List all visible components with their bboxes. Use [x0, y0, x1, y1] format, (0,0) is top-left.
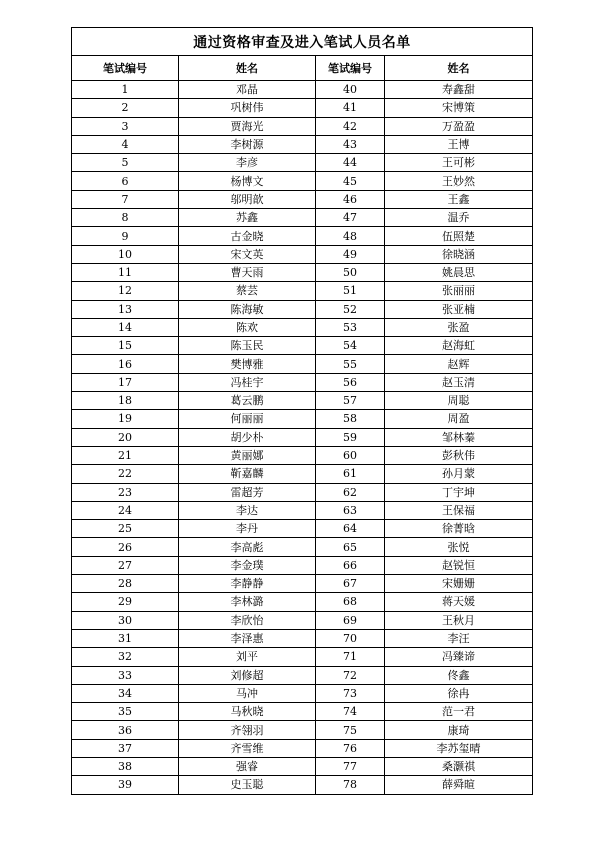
- table-row: [72, 465, 533, 483]
- cell-name-left: 李树源: [179, 135, 316, 153]
- cell-id-left: 29: [72, 593, 179, 611]
- cell-id-left: 11: [72, 263, 179, 281]
- cell-id-left: 6: [72, 172, 179, 190]
- table-row: [72, 428, 533, 446]
- cell-name-left: 杨博文: [179, 172, 316, 190]
- cell-name-right: 蒋天媛: [385, 593, 533, 611]
- table-row: [72, 373, 533, 391]
- cell-id-right: 41: [316, 99, 385, 117]
- cell-name-right: 王秋月: [385, 611, 533, 629]
- cell-id-left: 24: [72, 501, 179, 519]
- cell-name-right: 张亚楠: [385, 300, 533, 318]
- cell-id-right: 65: [316, 538, 385, 556]
- cell-id-right: 57: [316, 392, 385, 410]
- cell-id-right: 69: [316, 611, 385, 629]
- cell-id-left: 3: [72, 117, 179, 135]
- cell-name-left: 曹天雨: [179, 263, 316, 281]
- cell-id-left: 1: [72, 81, 179, 99]
- cell-id-right: 51: [316, 282, 385, 300]
- table-row: [72, 757, 533, 775]
- cell-name-right: 温乔: [385, 209, 533, 227]
- cell-name-right: 李汪: [385, 629, 533, 647]
- roster-table: [71, 27, 533, 795]
- cell-name-right: 宋姗姗: [385, 575, 533, 593]
- cell-name-right: 康琦: [385, 721, 533, 739]
- cell-id-left: 31: [72, 629, 179, 647]
- cell-id-left: 15: [72, 337, 179, 355]
- table-row: [72, 446, 533, 464]
- cell-name-right: 宋博策: [385, 99, 533, 117]
- cell-id-right: 48: [316, 227, 385, 245]
- cell-id-right: 76: [316, 739, 385, 757]
- table-row: [72, 703, 533, 721]
- cell-id-left: 13: [72, 300, 179, 318]
- cell-id-right: 55: [316, 355, 385, 373]
- cell-id-left: 33: [72, 666, 179, 684]
- cell-id-right: 62: [316, 483, 385, 501]
- cell-id-left: 20: [72, 428, 179, 446]
- table-row: [72, 318, 533, 336]
- table-row: [72, 648, 533, 666]
- table-row: [72, 263, 533, 281]
- cell-id-left: 19: [72, 410, 179, 428]
- table-row: [72, 739, 533, 757]
- cell-id-right: 72: [316, 666, 385, 684]
- cell-id-left: 7: [72, 190, 179, 208]
- cell-id-left: 12: [72, 282, 179, 300]
- cell-name-right: 薛舜暄: [385, 776, 533, 794]
- table-row: [72, 593, 533, 611]
- cell-id-right: 54: [316, 337, 385, 355]
- cell-id-right: 44: [316, 154, 385, 172]
- cell-name-right: 张丽丽: [385, 282, 533, 300]
- cell-name-left: 何丽丽: [179, 410, 316, 428]
- cell-id-right: 42: [316, 117, 385, 135]
- cell-id-left: 35: [72, 703, 179, 721]
- cell-id-right: 75: [316, 721, 385, 739]
- table-row: [72, 355, 533, 373]
- cell-id-left: 28: [72, 575, 179, 593]
- table-row: [72, 81, 533, 99]
- cell-name-left: 贾海光: [179, 117, 316, 135]
- cell-name-right: 孙月蒙: [385, 465, 533, 483]
- table-row: [72, 721, 533, 739]
- cell-name-right: 徐冉: [385, 684, 533, 702]
- cell-name-left: 陈海敏: [179, 300, 316, 318]
- table-row: [72, 209, 533, 227]
- cell-name-right: 赵辉: [385, 355, 533, 373]
- cell-name-right: 张悦: [385, 538, 533, 556]
- cell-name-left: 宋文英: [179, 245, 316, 263]
- cell-id-left: 38: [72, 757, 179, 775]
- cell-name-right: 范一君: [385, 703, 533, 721]
- cell-name-left: 刘平: [179, 648, 316, 666]
- table-row: [72, 99, 533, 117]
- cell-name-right: 李苏玺晴: [385, 739, 533, 757]
- table-row: [72, 501, 533, 519]
- cell-id-left: 30: [72, 611, 179, 629]
- cell-name-right: 邹林蓁: [385, 428, 533, 446]
- cell-id-left: 16: [72, 355, 179, 373]
- cell-id-right: 67: [316, 575, 385, 593]
- cell-name-left: 黄丽娜: [179, 446, 316, 464]
- cell-id-left: 17: [72, 373, 179, 391]
- header-id-left: 笔试编号: [72, 56, 179, 81]
- cell-id-right: 78: [316, 776, 385, 794]
- table-row: [72, 776, 533, 794]
- cell-id-right: 70: [316, 629, 385, 647]
- cell-name-left: 强睿: [179, 757, 316, 775]
- cell-name-left: 樊博雅: [179, 355, 316, 373]
- cell-id-left: 10: [72, 245, 179, 263]
- cell-id-left: 4: [72, 135, 179, 153]
- header-name-left: 姓名: [179, 56, 316, 81]
- cell-name-right: 赵锐恒: [385, 556, 533, 574]
- cell-id-right: 50: [316, 263, 385, 281]
- cell-name-right: 徐晓涵: [385, 245, 533, 263]
- cell-name-left: 陈玉民: [179, 337, 316, 355]
- cell-id-left: 18: [72, 392, 179, 410]
- cell-name-left: 邬明歆: [179, 190, 316, 208]
- cell-id-right: 68: [316, 593, 385, 611]
- cell-id-left: 9: [72, 227, 179, 245]
- cell-id-right: 64: [316, 520, 385, 538]
- table-row: [72, 684, 533, 702]
- cell-name-left: 李欣怡: [179, 611, 316, 629]
- cell-name-left: 蔡芸: [179, 282, 316, 300]
- header-id-right: 笔试编号: [316, 56, 385, 81]
- cell-name-left: 李彦: [179, 154, 316, 172]
- cell-id-right: 47: [316, 209, 385, 227]
- cell-name-left: 胡少朴: [179, 428, 316, 446]
- cell-id-right: 46: [316, 190, 385, 208]
- cell-id-right: 61: [316, 465, 385, 483]
- table-row: [72, 666, 533, 684]
- table-row: [72, 337, 533, 355]
- cell-id-left: 23: [72, 483, 179, 501]
- table-row: [72, 575, 533, 593]
- table-row: [72, 117, 533, 135]
- table-row: [72, 556, 533, 574]
- cell-name-right: 王可彬: [385, 154, 533, 172]
- cell-id-right: 74: [316, 703, 385, 721]
- cell-id-right: 60: [316, 446, 385, 464]
- cell-name-right: 丁宇坤: [385, 483, 533, 501]
- cell-id-right: 40: [316, 81, 385, 99]
- cell-id-left: 25: [72, 520, 179, 538]
- cell-name-right: 桑灏祺: [385, 757, 533, 775]
- cell-name-left: 巩树伟: [179, 99, 316, 117]
- cell-name-right: 赵玉清: [385, 373, 533, 391]
- cell-id-left: 39: [72, 776, 179, 794]
- cell-id-right: 56: [316, 373, 385, 391]
- cell-name-left: 李高彪: [179, 538, 316, 556]
- table-row: [72, 135, 533, 153]
- cell-id-right: 58: [316, 410, 385, 428]
- cell-name-right: 佟鑫: [385, 666, 533, 684]
- table-row: [72, 190, 533, 208]
- cell-id-left: 14: [72, 318, 179, 336]
- cell-name-left: 雷超芳: [179, 483, 316, 501]
- cell-name-right: 王鑫: [385, 190, 533, 208]
- cell-name-right: 徐菁晗: [385, 520, 533, 538]
- cell-id-right: 66: [316, 556, 385, 574]
- cell-name-left: 李林潞: [179, 593, 316, 611]
- cell-name-left: 冯桂宇: [179, 373, 316, 391]
- title-row: [72, 28, 533, 56]
- cell-name-right: 张盈: [385, 318, 533, 336]
- cell-name-left: 李达: [179, 501, 316, 519]
- cell-id-left: 2: [72, 99, 179, 117]
- cell-id-right: 63: [316, 501, 385, 519]
- header-name-right: 姓名: [385, 56, 533, 81]
- cell-name-left: 葛云鹏: [179, 392, 316, 410]
- table-row: [72, 245, 533, 263]
- cell-name-right: 万盈盈: [385, 117, 533, 135]
- cell-name-right: 王博: [385, 135, 533, 153]
- cell-id-right: 43: [316, 135, 385, 153]
- cell-id-right: 49: [316, 245, 385, 263]
- cell-id-right: 45: [316, 172, 385, 190]
- table-row: [72, 410, 533, 428]
- cell-name-right: 赵海虹: [385, 337, 533, 355]
- cell-id-right: 59: [316, 428, 385, 446]
- cell-name-left: 刘修超: [179, 666, 316, 684]
- cell-name-right: 周聪: [385, 392, 533, 410]
- cell-id-left: 5: [72, 154, 179, 172]
- table-row: [72, 282, 533, 300]
- table-row: [72, 629, 533, 647]
- roster-sheet: [71, 27, 532, 795]
- cell-id-left: 22: [72, 465, 179, 483]
- cell-name-right: 王保福: [385, 501, 533, 519]
- cell-name-left: 史玉聪: [179, 776, 316, 794]
- cell-name-right: 彭秋伟: [385, 446, 533, 464]
- cell-id-left: 8: [72, 209, 179, 227]
- cell-id-right: 52: [316, 300, 385, 318]
- table-row: [72, 392, 533, 410]
- cell-id-left: 27: [72, 556, 179, 574]
- cell-id-left: 32: [72, 648, 179, 666]
- cell-id-left: 36: [72, 721, 179, 739]
- cell-name-left: 齐翎羽: [179, 721, 316, 739]
- cell-name-left: 李金璞: [179, 556, 316, 574]
- cell-id-left: 21: [72, 446, 179, 464]
- header-row: [72, 56, 533, 81]
- cell-name-left: 古金晓: [179, 227, 316, 245]
- cell-name-left: 李丹: [179, 520, 316, 538]
- cell-name-left: 苏鑫: [179, 209, 316, 227]
- cell-name-left: 靳嘉麟: [179, 465, 316, 483]
- cell-name-left: 李静静: [179, 575, 316, 593]
- cell-name-left: 陈欢: [179, 318, 316, 336]
- cell-name-right: 伍照楚: [385, 227, 533, 245]
- cell-name-right: 王妙然: [385, 172, 533, 190]
- cell-id-left: 26: [72, 538, 179, 556]
- roster-body: [72, 81, 533, 795]
- cell-id-right: 53: [316, 318, 385, 336]
- cell-id-left: 34: [72, 684, 179, 702]
- table-row: [72, 172, 533, 190]
- table-row: [72, 483, 533, 501]
- cell-name-right: 冯臻谛: [385, 648, 533, 666]
- cell-name-left: 李泽惠: [179, 629, 316, 647]
- cell-name-right: 周盈: [385, 410, 533, 428]
- table-row: [72, 154, 533, 172]
- cell-name-right: 姚晨思: [385, 263, 533, 281]
- cell-name-left: 邓晶: [179, 81, 316, 99]
- cell-name-left: 齐雪维: [179, 739, 316, 757]
- page-title: 通过资格审查及进入笔试人员名单: [72, 28, 533, 56]
- table-row: [72, 227, 533, 245]
- table-row: [72, 538, 533, 556]
- cell-id-right: 77: [316, 757, 385, 775]
- table-row: [72, 300, 533, 318]
- cell-name-left: 马冲: [179, 684, 316, 702]
- cell-name-left: 马秋晓: [179, 703, 316, 721]
- cell-id-right: 73: [316, 684, 385, 702]
- table-row: [72, 611, 533, 629]
- cell-id-right: 71: [316, 648, 385, 666]
- cell-id-left: 37: [72, 739, 179, 757]
- table-row: [72, 520, 533, 538]
- cell-name-right: 寿鑫甜: [385, 81, 533, 99]
